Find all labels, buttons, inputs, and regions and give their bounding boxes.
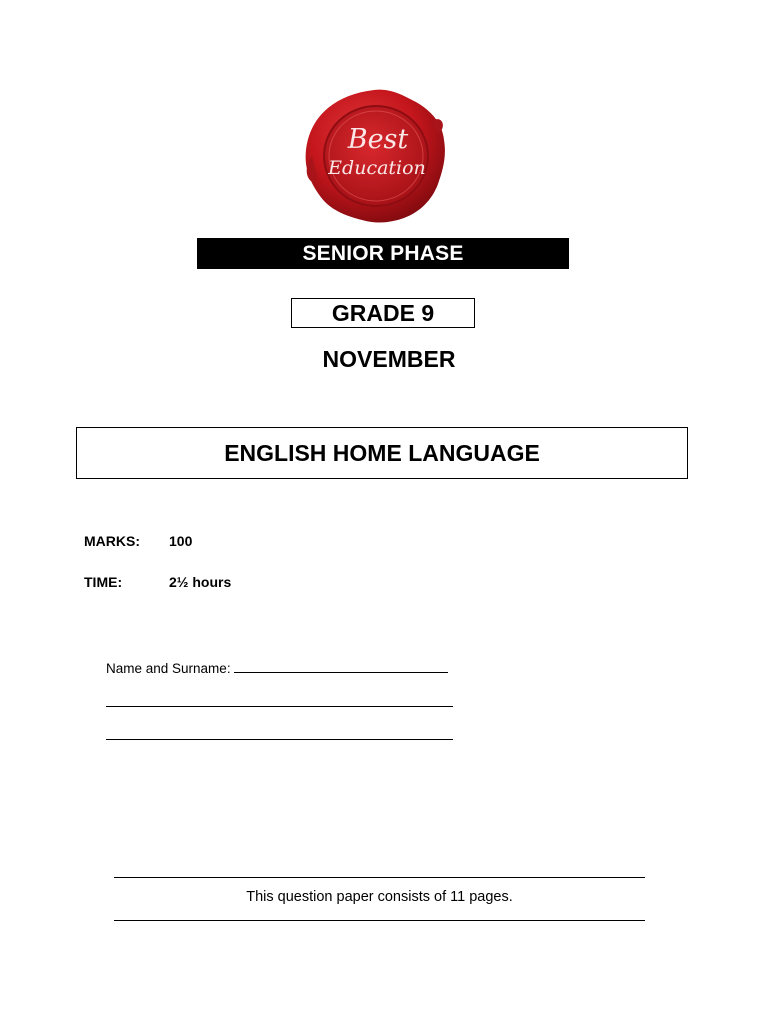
name-extra-line-1[interactable] bbox=[106, 694, 453, 710]
blank-line[interactable] bbox=[106, 694, 453, 707]
phase-banner bbox=[197, 238, 569, 269]
exam-month: NOVEMBER bbox=[322, 346, 456, 372]
marks-value: 100 bbox=[169, 533, 193, 549]
best-education-seal-logo bbox=[300, 86, 448, 226]
grade-box bbox=[291, 298, 475, 328]
blank-line[interactable] bbox=[106, 727, 453, 740]
seal-text-education: Education bbox=[328, 157, 426, 179]
footer-top-rule bbox=[114, 877, 645, 878]
subject-title: ENGLISH HOME LANGUAGE bbox=[224, 439, 540, 466]
name-extra-line-2[interactable] bbox=[106, 727, 453, 743]
footer-bottom-rule bbox=[114, 920, 645, 921]
phase-title: SENIOR PHASE bbox=[302, 241, 464, 265]
subject-box bbox=[76, 427, 688, 479]
name-surname-label: Name and Surname: bbox=[106, 661, 231, 676]
name-surname-field[interactable] bbox=[106, 660, 448, 676]
wax-seal-icon bbox=[300, 86, 448, 226]
seal-text-best: Best bbox=[347, 124, 409, 155]
marks-label: MARKS: bbox=[84, 533, 140, 549]
page-count-note: This question paper consists of 11 pages. bbox=[246, 889, 513, 905]
time-value: 2½ hours bbox=[169, 574, 232, 590]
grade-title: GRADE 9 bbox=[331, 299, 435, 326]
time-label: TIME: bbox=[84, 574, 123, 590]
name-surname-line[interactable] bbox=[234, 660, 448, 673]
